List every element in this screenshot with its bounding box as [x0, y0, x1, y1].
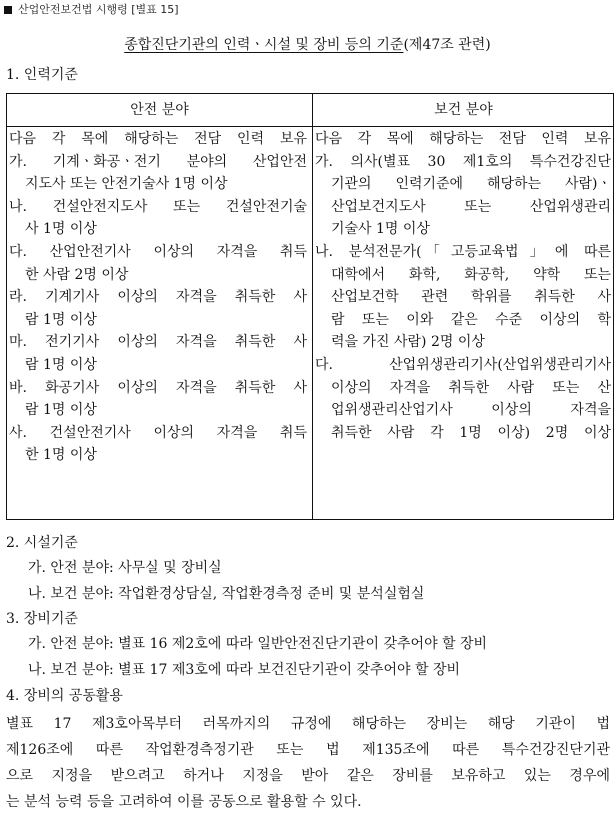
safety-line: 람 1명 이상	[25, 402, 97, 419]
safety-line: 사. 건설안전기사 이상의 자격을 취득	[9, 424, 307, 441]
document-title	[0, 35, 615, 55]
law-header	[4, 2, 179, 18]
safety-line: 람 1명 이상	[25, 356, 97, 373]
safety-line: 가. 기계ㆍ화공ㆍ전기 분야의 산업안전	[9, 153, 307, 170]
health-line: 가. 의사(별표 30 제1호의 특수건강진단	[315, 153, 611, 170]
health-line: 력을 가진 사람) 2명 이상	[331, 334, 485, 351]
safety-line: 다음 각 목에 해당하는 전담 인력 보유	[9, 131, 307, 147]
table-header-divider	[7, 126, 613, 127]
law-name: 산업안전보건법 시행령 [별표 15]	[18, 3, 179, 16]
health-line: 나. 분석전문가(「고등교육법」에 따른	[315, 243, 611, 260]
square-bullet-icon	[4, 6, 12, 14]
health-line: 다음 각 목에 해당하는 전담 인력 보유	[315, 131, 611, 147]
health-line: 기관의 인력기준에 해당하는 사람)ㆍ	[331, 176, 611, 193]
safety-column	[9, 128, 307, 467]
health-line: 다. 산업위생관리기사(산업위생관리기사	[315, 356, 611, 373]
paragraph-line: 는 분석 능력 등을 고려하여 이를 공동으로 활용할 수 있다.	[6, 794, 362, 810]
paragraph-line: 별표 17 제3호아목부터 러목까지의 규정에 해당하는 장비는 해당 기관이 법	[6, 716, 610, 732]
safety-line: 마. 전기기사 이상의 자격을 취득한 사	[9, 334, 307, 351]
health-line: 업위생관리산업기사 이상의 자격을	[331, 402, 611, 419]
shared-equipment-paragraph	[6, 711, 610, 815]
section-3-heading: 3. 장비기준	[6, 611, 78, 627]
facility-item-health: 나. 보건 분야: 작업환경상담실, 작업환경측정 준비 및 분석실험실	[28, 586, 425, 602]
health-column	[315, 128, 611, 444]
health-line: 기술사 1명 이상	[331, 221, 430, 238]
health-line: 산업보건학 관련 학위를 취득한 사	[331, 289, 611, 306]
safety-line: 한 1명 이상	[25, 447, 97, 464]
safety-line: 나. 건설안전지도사 또는 건설안전기술	[9, 198, 307, 215]
section-4-heading: 4. 장비의 공동활용	[6, 688, 123, 704]
health-line: 이상의 자격을 취득한 사람 또는 산	[331, 379, 611, 396]
safety-line: 다. 산업안전기사 이상의 자격을 취득	[9, 243, 307, 260]
equipment-item-health: 나. 보건 분야: 별표 17 제3호에 따라 보건진단기관이 갖추어야 할 장비	[28, 662, 461, 678]
health-line: 취득한 사람 각 1명 이상) 2명 이상	[331, 424, 611, 441]
health-line: 대학에서 화학, 화공학, 약학 또는	[331, 266, 611, 283]
paragraph-line: 제126조에 따른 작업환경측정기관 또는 법 제135조에 따른 특수건강진단기관	[6, 742, 610, 758]
safety-line: 한 사람 2명 이상	[25, 266, 129, 283]
equipment-item-safety: 가. 안전 분야: 별표 16 제2호에 따라 일반안전진단기관이 갖추어야 할 장비	[28, 636, 488, 652]
facility-item-safety: 가. 안전 분야: 사무실 및 장비실	[28, 560, 222, 576]
column-header-safety: 안전 분야	[130, 102, 189, 118]
safety-line: 사 1명 이상	[25, 221, 97, 238]
paragraph-line: 으로 지정을 받으려고 하거나 지정을 받아 같은 장비를 보유하고 있는 경우에	[6, 768, 610, 784]
table-column-divider	[312, 94, 313, 519]
safety-line: 지도사 또는 안전기술사 1명 이상	[25, 176, 228, 193]
document-title-ref: (제47조 관련)	[403, 37, 491, 53]
section-2-heading: 2. 시설기준	[6, 535, 78, 551]
section-1-heading: 1. 인력기준	[6, 67, 78, 83]
safety-line: 바. 화공기사 이상의 자격을 취득한 사	[9, 379, 307, 396]
health-line: 람 또는 이와 같은 수준 이상의 학	[331, 311, 611, 328]
column-header-health: 보건 분야	[434, 102, 493, 118]
safety-line: 라. 기계기사 이상의 자격을 취득한 사	[9, 289, 307, 306]
safety-line: 람 1명 이상	[25, 311, 97, 328]
health-line: 산업보건지도사 또는 산업위생관리	[331, 198, 611, 215]
document-title-main: 종합진단기관의 인력ㆍ시설 및 장비 등의 기준	[124, 37, 404, 53]
personnel-table	[6, 93, 614, 520]
